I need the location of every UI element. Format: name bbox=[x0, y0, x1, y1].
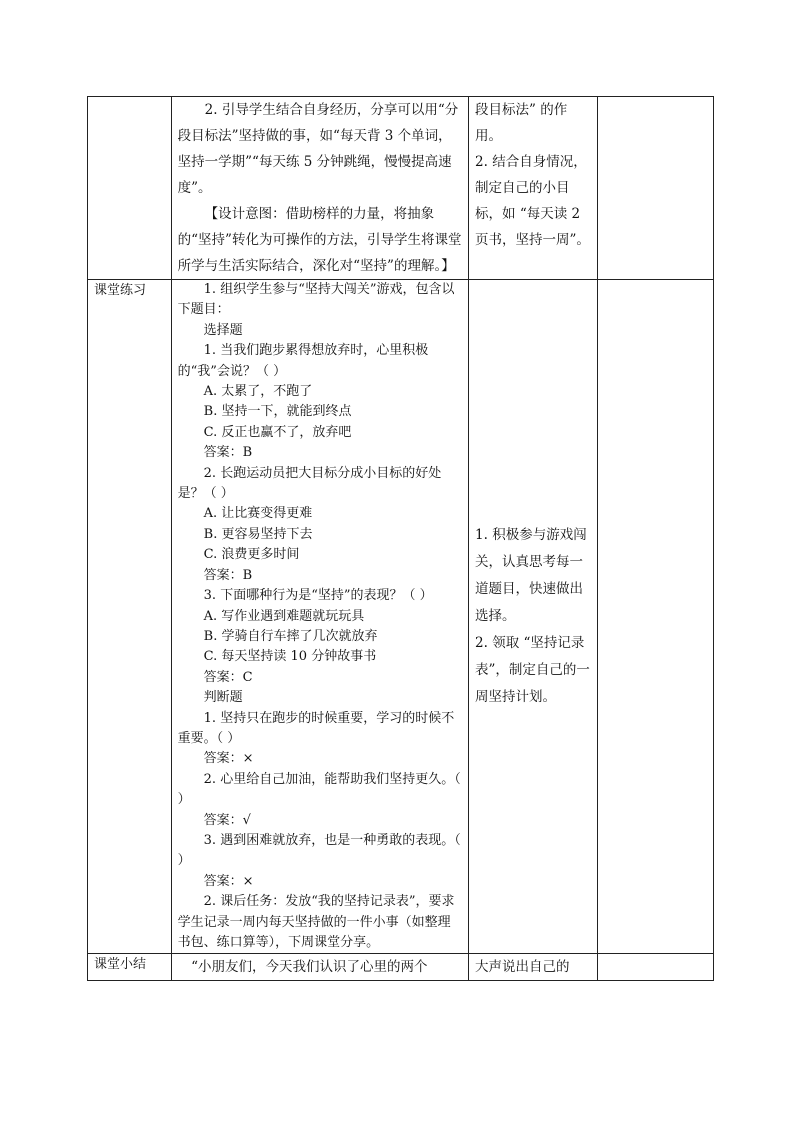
table-row-summary bbox=[88, 954, 714, 981]
practice-line: 1. 组织学生参与“坚持大闯关”游戏，包含以下题目： bbox=[177, 282, 455, 318]
practice-line: 3. 下面哪种行为是“坚持”的表现？（ ） bbox=[203, 588, 433, 604]
practice-line: 3. 遇到困难就放弃，也是一种勇敢的表现。（ ） bbox=[177, 832, 461, 869]
practice-line: 答案：C bbox=[203, 669, 253, 685]
lesson-plan-table bbox=[87, 96, 714, 981]
notes-cell bbox=[598, 954, 714, 981]
practice-line: 2. 心里给自己加油，能帮助我们坚持更久。（ ） bbox=[177, 771, 461, 808]
row-label-summary: 课堂小结 bbox=[88, 954, 172, 981]
practice-content-cell bbox=[171, 280, 468, 954]
teacher-activity-paragraph: 2. 引导学生结合自身经历，分享可以用“分段目标法”坚持做的事，如“每天背 3 个单词，坚持一学期”“每天练 5 分钟跳绳，慢慢提高速度”。 bbox=[177, 102, 459, 196]
practice-line: C. 浪费更多时间 bbox=[203, 547, 300, 563]
student-activity-paragraph: 1. 积极参与游戏闯关，认真思考每一道题目，快速做出选择。 bbox=[475, 527, 587, 625]
practice-line: B. 学骑自行车摔了几次就放弃 bbox=[203, 628, 378, 644]
student-activity-cell bbox=[469, 97, 598, 280]
summary-student-cell bbox=[469, 954, 598, 981]
practice-line: A. 让比赛变得更难 bbox=[203, 506, 313, 522]
practice-line: B. 坚持一下，就能到终点 bbox=[203, 404, 352, 420]
row-label-practice: 课堂练习 bbox=[88, 280, 172, 954]
practice-line: 答案：× bbox=[203, 873, 254, 889]
summary-line: “小朋友们，今天我们认识了心里的两个 bbox=[191, 959, 428, 976]
student-activity-paragraph: 2. 领取 “坚持记录表”，制定自己的一周坚持计划。 bbox=[475, 635, 590, 706]
teacher-activity-cell bbox=[171, 97, 468, 280]
summary-student-line: 大声说出自己的 bbox=[475, 959, 570, 976]
notes-cell bbox=[598, 280, 714, 954]
practice-line: 1. 当我们跑步累得想放弃时，心里积极的“我”会说？（ ） bbox=[177, 343, 429, 379]
practice-line: 2. 课后任务：发放“我的坚持记录表”，要求学生记录一周内每天坚持做的一件小事（如整理书包、练口算等），下周课堂分享。 bbox=[177, 894, 455, 950]
practice-line: C. 每天坚持读 10 分钟故事书 bbox=[203, 649, 377, 665]
practice-line: C. 反正也赢不了，放弃吧 bbox=[203, 424, 352, 440]
notes-cell bbox=[598, 97, 714, 280]
practice-line: A. 太累了，不跑了 bbox=[203, 384, 313, 400]
student-activity-paragraph: 段目标法” 的作用。 bbox=[475, 102, 568, 144]
design-intent-paragraph: 【设计意图：借助榜样的力量，将抽象的“坚持”转化为可操作的方法，引导学生将课堂所学与生活实际结合，深化对“坚持”的理解。】 bbox=[177, 206, 462, 274]
practice-line: 判断题 bbox=[203, 690, 243, 706]
practice-line: B. 更容易坚持下去 bbox=[203, 526, 313, 542]
practice-line: 答案：B bbox=[203, 567, 253, 583]
practice-line: 2. 长跑运动员把大目标分成小目标的好处是？（ ） bbox=[177, 465, 442, 502]
practice-line: 答案：B bbox=[203, 445, 253, 461]
summary-content-cell bbox=[171, 954, 468, 981]
practice-line: 答案：√ bbox=[203, 812, 251, 828]
table-row-practice bbox=[88, 280, 714, 954]
table-row-method bbox=[88, 97, 714, 280]
student-activity-paragraph: 2. 结合自身情况，制定自己的小目标，如 “每天读 2 页书，坚持一周”。 bbox=[475, 154, 590, 248]
practice-line: 1. 坚持只在跑步的时候重要，学习的时候不重要。（ ） bbox=[177, 710, 455, 746]
practice-student-cell bbox=[469, 280, 598, 954]
practice-line: 选择题 bbox=[203, 322, 243, 338]
practice-line: 答案：× bbox=[203, 751, 254, 767]
practice-line: A. 写作业遇到难题就玩玩具 bbox=[203, 608, 365, 624]
row-label-empty bbox=[88, 97, 172, 280]
